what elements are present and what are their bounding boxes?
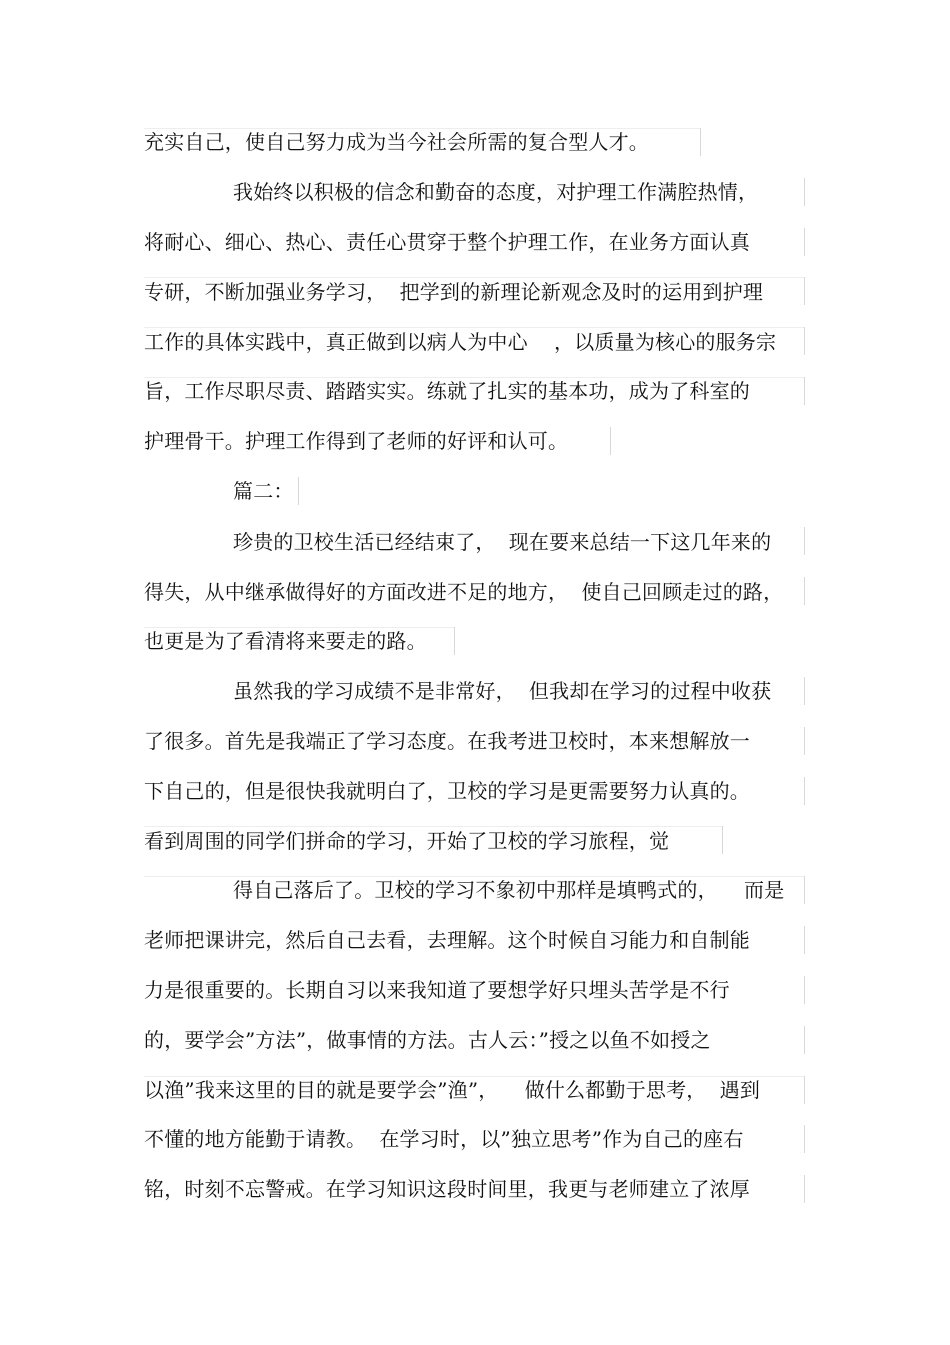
paragraph-line: 旨，工作尽职尽责、踏踏实实。练就了扎实的基本功，成为了科室的 [144, 379, 750, 403]
scan-divider [722, 826, 723, 854]
paragraph-line: 充实自己，使自己努力成为当今社会所需的复合型人才。 [144, 130, 649, 154]
paragraph-line: 不懂的地方能勤于请教。 在学习时，以”独立思考”作为自己的座右 [144, 1127, 744, 1151]
paragraph-line: 工作的具体实践中，真正做到以病人为中心 ，以质量为核心的服务宗 [144, 330, 777, 354]
scan-divider [454, 627, 455, 655]
scan-divider [700, 128, 701, 156]
paragraph-line: 珍贵的卫校生活已经结束了， 现在要来总结一下这几年来的 [233, 530, 772, 554]
paragraph-line: 得失，从中继承做得好的方面改进不足的地方， 使自己回顾走过的路， [144, 580, 784, 604]
paragraph-line: 得自己落后了。卫校的学习不象初中那样是填鸭式的， 而是 [233, 878, 785, 902]
paragraph-line: 下自己的，但是很快我就明白了，卫校的学习是更需要努力认真的。 [144, 779, 750, 803]
scan-divider [144, 876, 804, 877]
scan-divider [144, 826, 722, 827]
scan-divider [804, 178, 805, 206]
scan-divider [804, 527, 805, 555]
scan-divider [144, 377, 804, 378]
scan-divider [804, 1125, 805, 1153]
scan-divider [144, 1076, 804, 1077]
scan-divider [804, 228, 805, 256]
scan-divider [804, 1175, 805, 1203]
scan-divider [804, 577, 805, 605]
paragraph-line: 将耐心、细心、热心、责任心贯穿于整个护理工作，在业务方面认真 [144, 230, 750, 254]
paragraph-line: 看到周围的同学们拼命的学习，开始了卫校的学习旅程，觉 [144, 829, 670, 853]
scan-divider [298, 477, 299, 505]
paragraph-line: 我始终以积极的信念和勤奋的态度，对护理工作满腔热情， [233, 180, 759, 204]
scan-divider [804, 727, 805, 755]
paragraph-line: 了很多。首先是我端正了学习态度。在我考进卫校时，本来想解放一 [144, 729, 750, 753]
scan-divider [804, 926, 805, 954]
scan-divider [804, 677, 805, 705]
scan-divider [804, 777, 805, 805]
paragraph-line: 专研，不断加强业务学习， 把学到的新理论新观念及时的运用到护理 [144, 280, 764, 304]
scan-divider [804, 327, 805, 355]
scan-divider [144, 327, 804, 328]
scan-divider [610, 427, 611, 455]
scan-divider [804, 876, 805, 904]
paragraph-line: 的，要学会”方法”，做事情的方法。古人云：”授之以鱼不如授之 [144, 1028, 711, 1052]
scan-divider [804, 277, 805, 305]
paragraph-line: 也更是为了看清将来要走的路。 [144, 629, 427, 653]
paragraph-line: 力是很重要的。长期自习以来我知道了要想学好只埋头苦学是不行 [144, 978, 730, 1002]
scan-divider [144, 128, 700, 129]
paragraph-line: 以渔”我来这里的目的就是要学会”渔”， 做什么都勤于思考， 遇到 [144, 1078, 761, 1102]
section-heading: 篇二： [233, 479, 294, 503]
scan-divider [804, 377, 805, 405]
scan-divider [144, 277, 804, 278]
scan-divider [144, 627, 454, 628]
scan-divider [804, 1026, 805, 1054]
paragraph-line: 铭，时刻不忘警戒。在学习知识这段时间里，我更与老师建立了浓厚 [144, 1177, 750, 1201]
paragraph-line: 老师把课讲完，然后自己去看，去理解。这个时候自习能力和自制能 [144, 928, 750, 952]
scan-divider [804, 1076, 805, 1104]
paragraph-line: 护理骨干。护理工作得到了老师的好评和认可。 [144, 429, 569, 453]
scan-divider [804, 976, 805, 1004]
paragraph-line: 虽然我的学习成绩不是非常好， 但我却在学习的过程中收获 [233, 679, 772, 703]
